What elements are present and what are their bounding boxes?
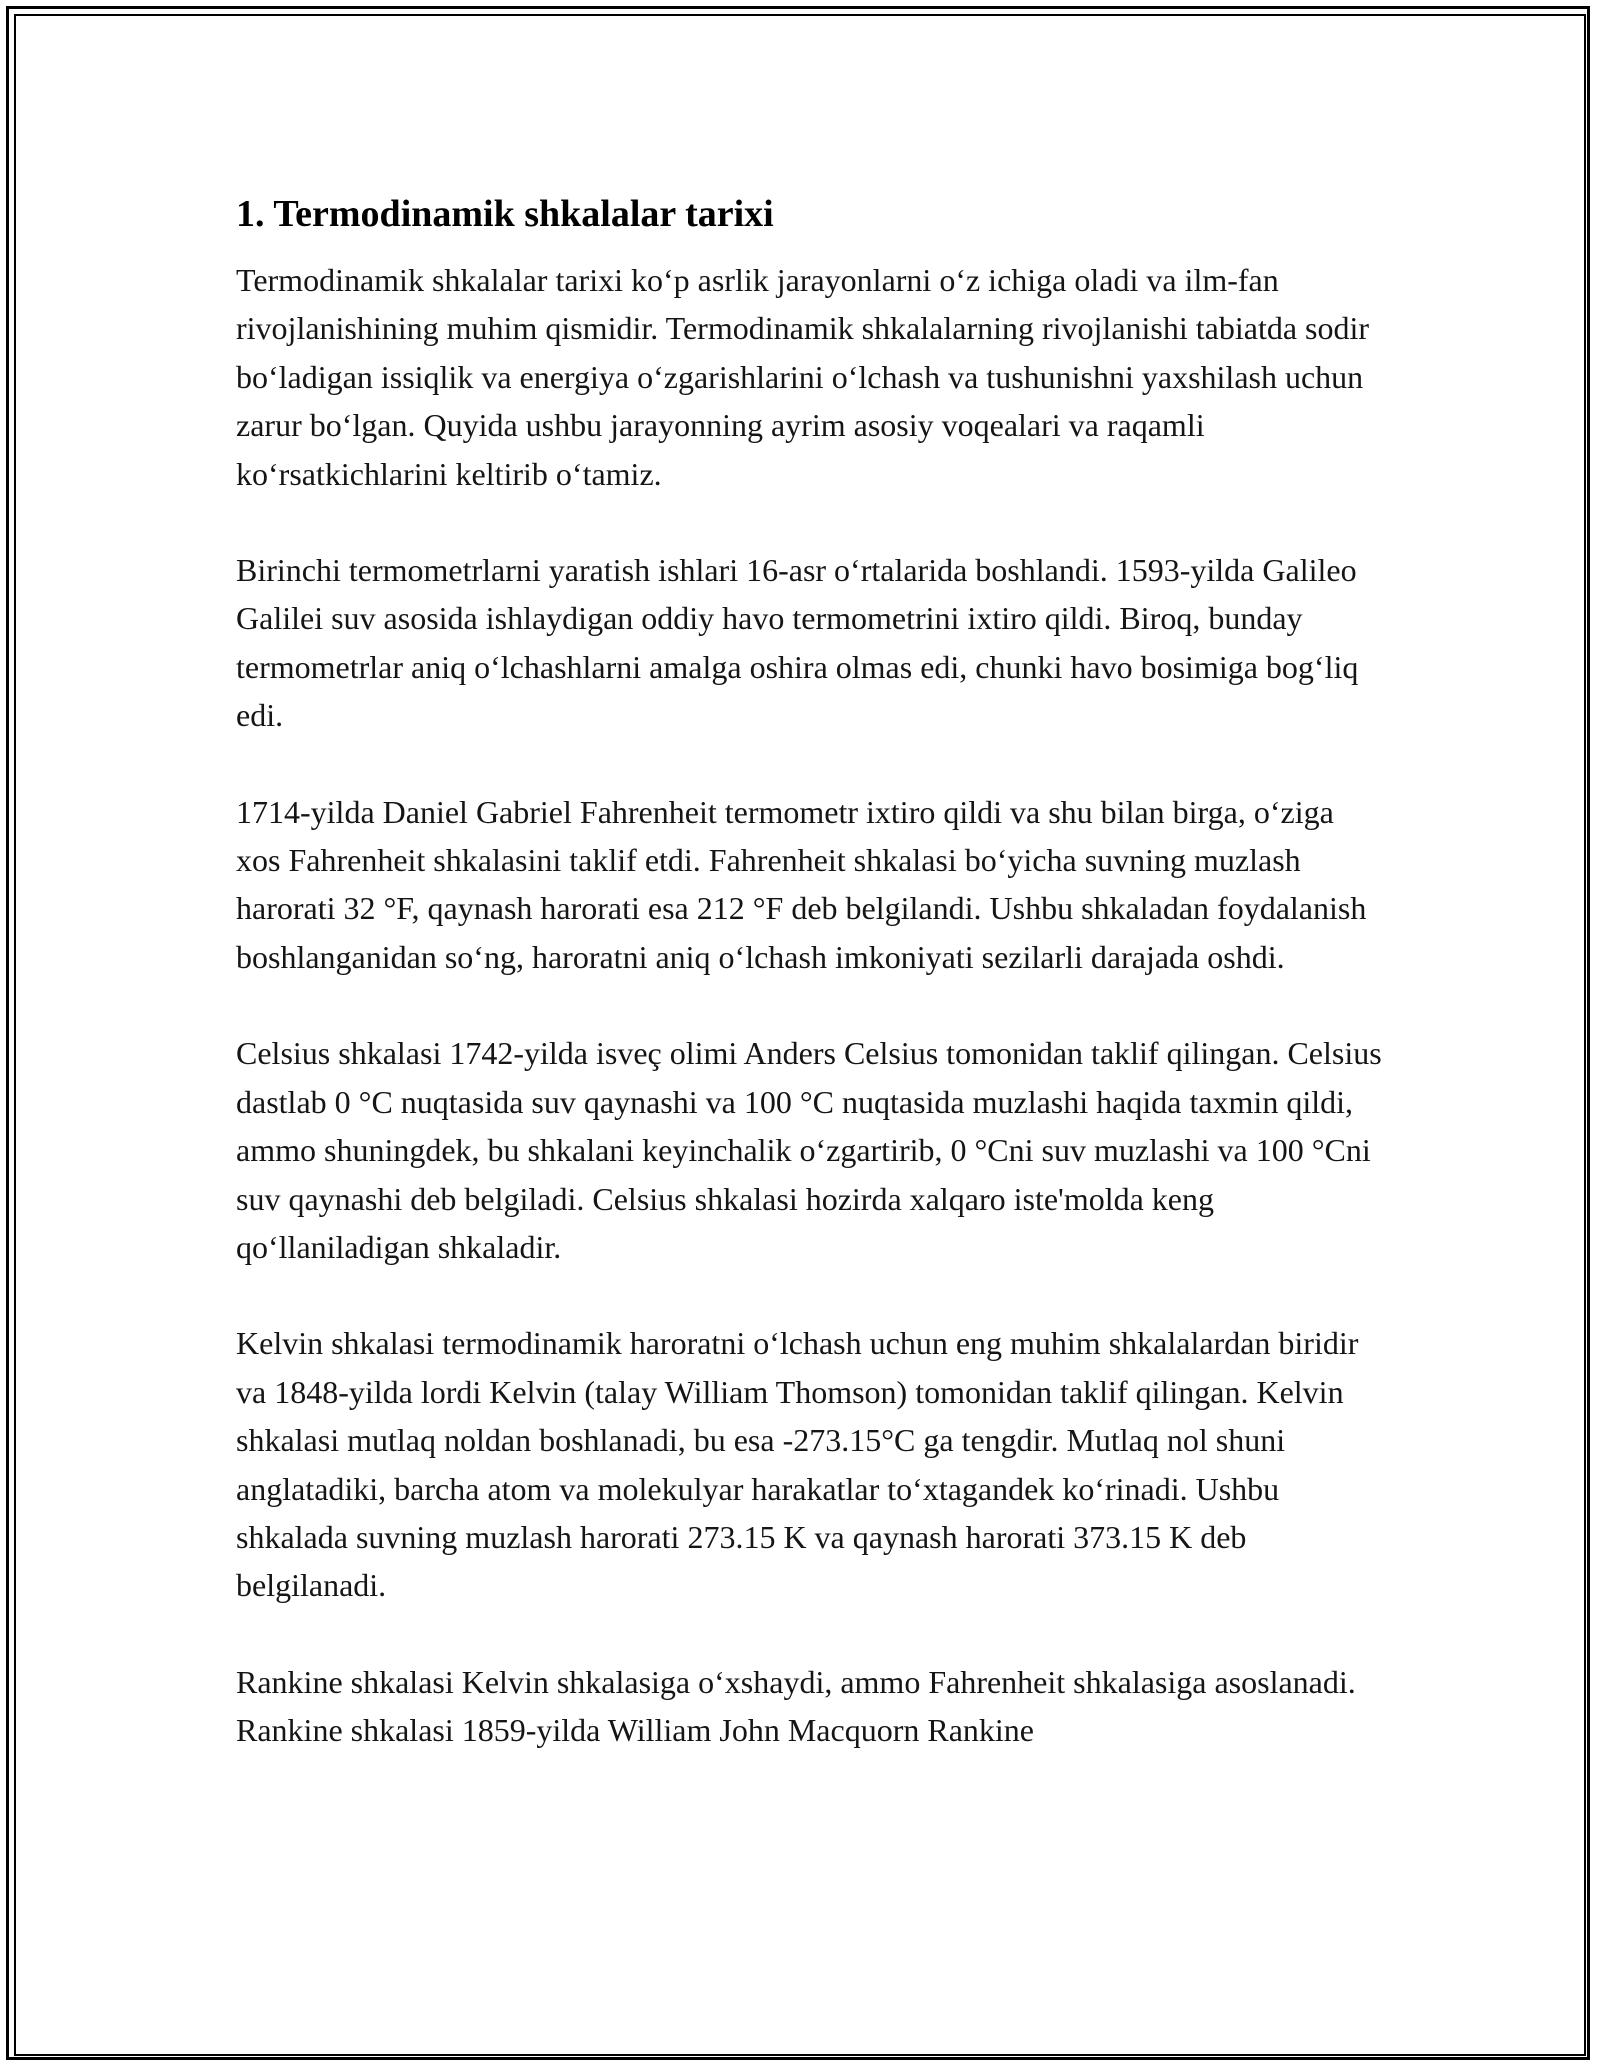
paragraph-celsius: Celsius shkalasi 1742-yilda isveç olimi Anders Celsius tomonidan taklif qilingan. Celsius dastlab 0 °C nuqtasida suv qaynashi va 100 °C nuqtasida muzlashi haqida taxmin qildi, ammo shuningdek, bu shkalani keyinchalik o‘zgartirib, 0 °Cni suv muzlashi va 100 °Cni suv qaynashi deb belgiladi. Celsius shkalasi hozirda xalqaro iste'molda keng qo‘llaniladigan shkaladir. bbox=[236, 1035, 1382, 1265]
paragraph-kelvin: Kelvin shkalasi termodinamik haroratni o‘lchash uchun eng muhim shkalalardan biridir va 1848-yilda lordi Kelvin (talay William Thomson) tomonidan taklif qilingan. Kelvin shkalasi mutlaq noldan boshlanadi, bu esa -273.15°C ga tengdir. Mutlaq nol shuni anglatadiki, barcha atom va molekulyar harakatlar to‘xtagandek ko‘rinadi. Ushbu shkalada suvning muzlash harorati 273.15 K va qaynash harorati 373.15 K deb belgilanadi. bbox=[236, 1325, 1359, 1604]
paragraph-first-thermometers: Birinchi termometrlarni yaratish ishlari 16-asr o‘rtalarida boshlandi. 1593-yilda Galileo Galilei suv asosida ishlaydigan oddiy havo termometrini ixtiro qildi. Biroq, bunday termometrlar aniq o‘lchashlarni amalga oshira olmas edi, chunki havo bosimiga bog‘liq edi. bbox=[236, 552, 1359, 734]
document-body bbox=[236, 186, 1386, 1803]
paragraph-intro: Termodinamik shkalalar tarixi ko‘p asrlik jarayonlarni o‘z ichiga oladi va ilm-fan rivojlanishining muhim qismidir. Termodinamik shkalalarning rivojlanishi tabiatda sodir bo‘ladigan issiqlik va energiya o‘zgarishlarini o‘lchash va tushunishni yaxshilash uchun zarur bo‘lgan. Quyida ushbu jarayonning ayrim asosiy voqealari va raqamli ko‘rsatkichlarini keltirib o‘tamiz. bbox=[236, 262, 1370, 492]
paragraph-fahrenheit: 1714-yilda Daniel Gabriel Fahrenheit termometr ixtiro qildi va shu bilan birga, o‘ziga xos Fahrenheit shkalasini taklif etdi. Fahrenheit shkalasi bo‘yicha suvning muzlash harorati 32 °F, qaynash harorati esa 212 °F deb belgilandi. Ushbu shkaladan foydalanish boshlanganidan so‘ng, haroratni aniq o‘lchash imkoniyati sezilarli darajada oshdi. bbox=[236, 793, 1367, 975]
section-heading: 1. Termodinamik shkalalar tarixi bbox=[236, 193, 774, 235]
paragraph-rankine: Rankine shkalasi Kelvin shkalasiga o‘xshaydi, ammo Fahrenheit shkalasiga asoslanadi. Rankine shkalasi 1859-yilda William John Macquorn Rankine bbox=[236, 1663, 1356, 1749]
